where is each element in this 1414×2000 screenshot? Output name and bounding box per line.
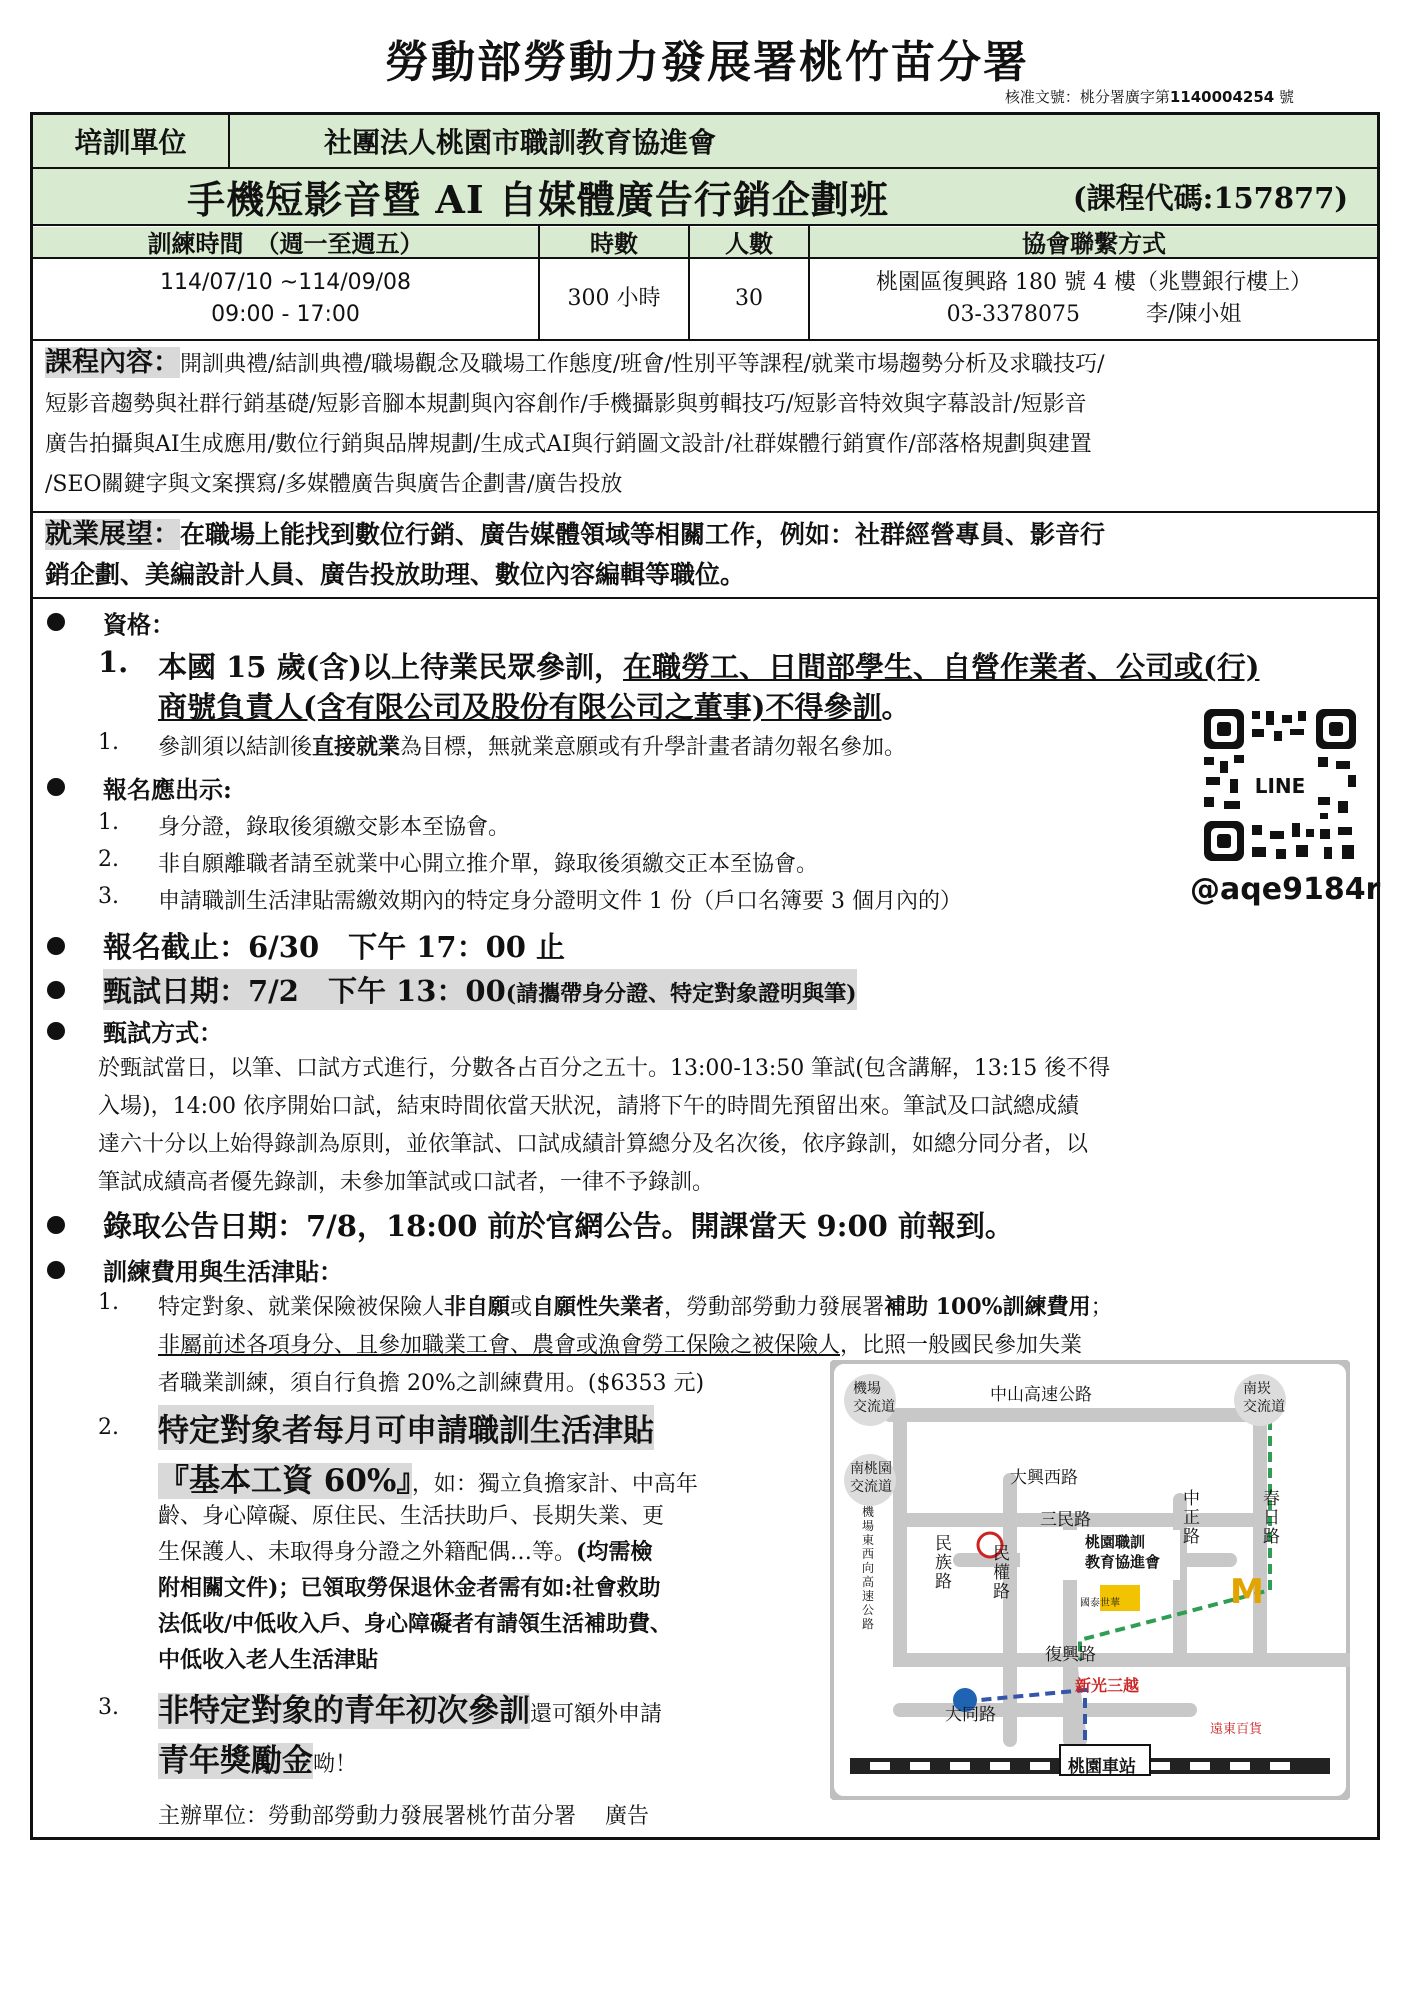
course-content: 課程內容：開訓典禮/結訓典禮/職場觀念及職場工作態度/班會/性別平等課程/就業市場趨勢分析及求職技巧/ 短影音趨勢與社群行銷基礎/短影音腳本規劃與內容創作/手機攝影與剪輯技巧/短影音特效與字幕設計/短影音 廣告拍攝與AI生成應用/數位行銷與品牌規劃/生成式AI與行銷圖文設計/社群媒體行銷實作/部落格規劃與建置 /SEO關鍵字與文案撰寫/多媒體廣告與廣告企劃書/廣告投放 <box>45 347 1105 497</box>
bullet <box>47 613 65 631</box>
unit-value: 社團法人桃園市職訓教育協進會 <box>323 126 716 159</box>
course-code: (課程代碼:157877) <box>1072 181 1349 215</box>
location-map <box>830 1360 1350 1800</box>
page-title: 勞動部勞動力發展署桃竹苗分署 <box>385 37 1029 88</box>
time-range: 09:00 - 17:00 <box>211 302 360 327</box>
map-label-road: 中山高速公路 <box>990 1385 1092 1405</box>
qualification-item-1: 本國 15 歲(含)以上待業民眾參訓，在職勞工、日間部學生、自營作業者、公司或(行) <box>158 650 1260 684</box>
map-label-interchange: 南桃園 交流道 <box>850 1461 892 1495</box>
documents-heading: 報名應出示: <box>103 775 232 804</box>
fees-item-1: 特定對象、就業保險被保險人非自願或自願性失業者，勞動部勞動力發展署補助 100%訓練費用； <box>158 1294 1113 1320</box>
document-item-3: 申請職訓生活津貼需繳效期內的特定身分證明文件 1 份（戶口名簿要 3 個月內的） <box>158 889 962 914</box>
map-label-station: 桃園車站 <box>1068 1757 1136 1777</box>
bullet <box>47 1022 65 1040</box>
bullet <box>47 981 65 999</box>
contact-person: 李/陳小姐 <box>1146 302 1242 327</box>
people-value: 30 <box>735 286 763 311</box>
map-label-bank: 國泰世華 <box>1080 1598 1120 1609</box>
map-label-road: 中正路 <box>1183 1489 1200 1547</box>
map-label-interchange: 南崁 交流道 <box>1243 1381 1285 1415</box>
map-label-road: 民權路 <box>993 1544 1010 1602</box>
col-training-time: 訓練時間 （週一至週五） <box>147 229 424 258</box>
fees-heading: 訓練費用與生活津貼： <box>103 1257 343 1286</box>
bullet <box>47 937 65 955</box>
announcement: 錄取公告日期：7/8，18:00 前於官網公告。開課當天 9:00 前報到。 <box>103 1209 1014 1243</box>
line-qr-code-icon[interactable] <box>1200 705 1360 865</box>
qualification-item-2: 參訓須以結訓後直接就業為目標，無就業意願或有升學計畫者請勿報名參加。 <box>158 734 907 760</box>
course-name: 手機短影音暨 AI 自媒體廣告行銷企劃班 <box>187 177 889 222</box>
fees-item-2: 特定對象者每月可申請職訓生活津貼 <box>158 1405 654 1450</box>
unit-label: 培訓單位 <box>74 126 187 159</box>
phone: 03-3378075 <box>946 302 1080 327</box>
employment-outlook: 就業展望：在職場上能找到數位行銷、廣告媒體領域等相關工作，例如：社群經營專員、影音行 銷企劃、美編設計人員、廣告投放助理、數位內容編輯等職位。 <box>45 519 1106 589</box>
svg-text:M: M <box>1230 1572 1264 1612</box>
flyer-frame: 培訓單位 社團法人桃園市職訓教育協進會 手機短影音暨 AI 自媒體廣告行銷企劃班 (課程代碼:157877) 訓練時間 （週一至週五） 時數 人數 協會聯繫方式 114/07/10 ~114/09/08 09:00 - 17:00 300 小時 30 桃園區復興路 180 號 4 樓（兆豐銀行樓上） 03-3378075 李/陳小姐 課程內容：開訓典禮/結訓典禮/職場觀念及職場工作態度/班會/性別平等課程/就業市場趨勢分析及求職技巧/ 短影音趨勢與社群行銷基礎/短影音腳本規劃與內容創作/手機攝影與剪輯技巧/短影音特效與字幕設計/短影音 廣告拍攝與AI生成應用/數位行銷與品牌規劃/生成式AI與行銷圖文設計/社群媒體行銷實作/部落格規劃與建置 /SEO關鍵字與文案撰寫/多媒體廣告與廣告企劃書/廣告投放 就業展望：在職場上能找到數位行銷、廣告媒體領域等相關工作，例如：社群經營專員、影音行 銷企劃、美編設計人員、廣告投放助理、數位內容編輯等職位。 資格： 1. 本國 15 歲(含)以上待業民眾參訓，在職勞工、日間部學生、自營作業者、公司或(行) 商號負責人(含有限公司及股份有限公司之董事)不得參訓。 1. 參訓須以結訓後直接就業為目標，無就業意願或有升學計畫者請勿報名參加。 報名應出示: 1. 身分證，錄取後須繳交影本至協會。 2. 非自願離職者請至就業中心開立推介單，錄取後須繳交正本至協會。 3. 申請職訓生活津貼需繳效期內的特定身分證明文件 1 份（戶口名簿要 3 個月內的） 報名截止：6/30 下午 17：00 止 甄試日期：7/2 下午 13：00(請攜帶身分證、特定對象證明與筆) 甄試方式： 於甄試當日，以筆、口試方式進行，分數各占百分之五十。13:00-13:50 筆試(包含講解，13:15 後不得 入場)，14:00 依序開始口試，結束時間依當天狀況，請將下午的時間先預留出來。筆試及口試總成績 達六十分以上始得錄訓為原則，並依筆試、口試成績計算總分及名次後，依序錄訓，如總分同分者，以 筆試成績高者優先錄訓，未參加筆試或口試者，一律不予錄訓。 錄取公告日期：7/8，18:00 前於官網公告。開課當天 9:00 前報到。 訓練費用與生活津貼： 1. 特定對象、就業保險被保險人非自願或自願性失業者，勞動部勞動力發展署補助 100%訓練費用； 非屬前述各項身分、且參加職業工會、農會或漁會勞工保險之被保險人，比照一般國民參加失業 者職業訓練，須自行負擔 20%之訓練費用。($6353 元) 2. 特定對象者每月可申請職訓生活津貼 『基本工資 60%』，如：獨立負擔家計、中高年 齡、身心障礙、原住民、生活扶助戶、長期失業、更 生保護人、未取得身分證之外籍配偶…等。(均需檢 附相關文件)；已領取勞保退休金者需有如:社會救助 法低收/中低收入戶、身心障礙者有請領生活補助費、 中低收入老人生活津貼 3. 非特定對象的青年初次參訓還可額外申請 青年獎勵金呦！ 主辦單位：勞動部勞動力發展署桃竹苗分署 廣告 <box>30 112 1380 1840</box>
contact-info <box>810 259 1378 339</box>
employment-label: 就業展望： <box>45 519 180 550</box>
address: 桃園區復興路 180 號 4 樓（兆豐銀行樓上） <box>876 270 1312 295</box>
exam-date: 甄試日期：7/2 下午 13：00(請攜帶身分證、特定對象證明與筆) <box>103 969 857 1010</box>
col-contact: 協會聯繫方式 <box>1022 229 1166 258</box>
map-label-road: 春日路 <box>1263 1489 1280 1547</box>
document-item-2: 非自願離職者請至就業中心開立推介單，錄取後須繳交正本至協會。 <box>158 852 819 877</box>
qualification-heading: 資格： <box>103 610 175 639</box>
content-label: 課程內容： <box>45 347 180 378</box>
map-label-interchange: 機場 交流道 <box>853 1381 895 1415</box>
bullet <box>47 1216 65 1234</box>
map-label-road: 機場東西向高速公路 <box>862 1505 875 1631</box>
bullet <box>47 1261 65 1279</box>
map-label-association: 桃園職訓 教育協進會 <box>1085 1533 1161 1571</box>
exam-method-heading: 甄試方式： <box>103 1018 223 1047</box>
registration-deadline: 報名截止：6/30 下午 17：00 止 <box>103 930 566 964</box>
exam-method-line: 於甄試當日，以筆、口試方式進行，分數各占百分之五十。13:00-13:50 筆試(包含講解，13:15 後不得 <box>98 1056 1111 1081</box>
map-label-road: 大同路 <box>945 1705 996 1725</box>
exam-method-line: 筆試成績高者優先錄訓，未參加筆試或口試者，一律不予錄訓。 <box>98 1170 715 1195</box>
map-label-road: 復興路 <box>1045 1645 1096 1665</box>
map-label-store: 遠東百貨 <box>1210 1722 1263 1737</box>
fees-item-3: 非特定對象的青年初次參訓還可額外申請 <box>158 1693 663 1729</box>
date-range: 114/07/10 ~114/09/08 <box>159 270 412 295</box>
map-label-store: 新光三越 <box>1075 1676 1140 1695</box>
organizer: 主辦單位：勞動部勞動力發展署桃竹苗分署 廣告 <box>158 1804 649 1829</box>
bullet <box>47 778 65 796</box>
training-time <box>33 259 538 339</box>
map-label-road: 大興西路 <box>1010 1468 1078 1488</box>
col-people: 人數 <box>725 229 773 258</box>
approval-number: 核准文號：桃分署廣字第1140004254 號 <box>1004 88 1294 106</box>
svg-text:LINE: LINE <box>1254 774 1306 798</box>
map-label-road: 三民路 <box>1040 1510 1091 1530</box>
exam-method-line: 達六十分以上始得錄訓為原則，並依筆試、口試成績計算總分及名次後，依序錄訓，如總分同分者，以 <box>98 1132 1089 1157</box>
line-id[interactable]: @aqe9184r <box>1190 872 1381 907</box>
col-hours: 時數 <box>590 229 638 258</box>
exam-method-line: 入場)，14:00 依序開始口試，結束時間依當天狀況，請將下午的時間先預留出來。筆試及口試總成績 <box>98 1094 1079 1119</box>
map-label-road: 民族路 <box>935 1534 952 1592</box>
hours-value: 300 小時 <box>567 286 661 311</box>
document-item-1: 身分證，錄取後須繳交影本至協會。 <box>158 815 511 840</box>
